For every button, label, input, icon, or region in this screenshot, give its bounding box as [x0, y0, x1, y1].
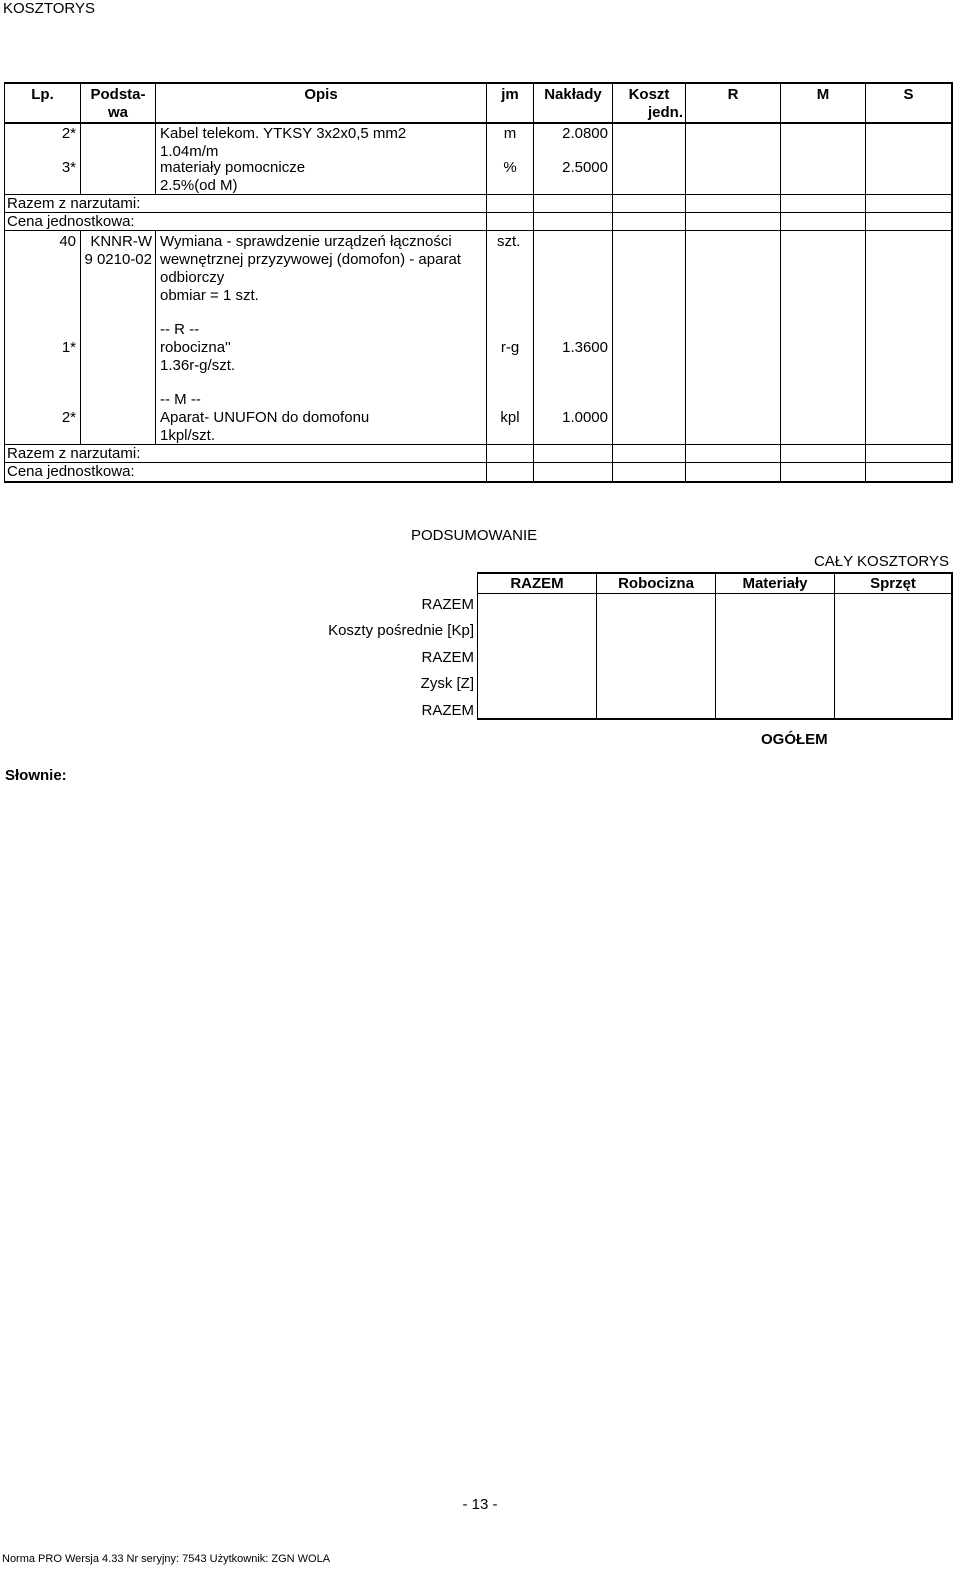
- row-naklady: 1.0000: [562, 409, 608, 426]
- row-norm: 2.5%(od M): [160, 177, 238, 194]
- position-opis-3: odbiorczy: [160, 269, 225, 286]
- summary-row-zysk: Zysk [Z]: [420, 675, 474, 692]
- row-opis: robocizna'': [160, 339, 231, 356]
- page-title: KOSZTORYS: [3, 0, 95, 17]
- position-podstawa-1: KNNR-W: [90, 233, 152, 250]
- section-r-heading: -- R --: [160, 321, 200, 338]
- row-lp: 3*: [61, 159, 76, 176]
- summary-col-sprzet: Sprzęt: [870, 575, 916, 592]
- position-lp: 40: [59, 233, 76, 250]
- row-naklady: 2.5000: [562, 159, 608, 176]
- row-opis: materiały pomocnicze: [160, 159, 306, 176]
- summary-col-materialy: Materiały: [742, 575, 808, 592]
- row-norm: 1kpl/szt.: [160, 427, 216, 444]
- row-jm: kpl: [500, 409, 520, 426]
- razem-label-2: Razem z narzutami:: [7, 445, 141, 462]
- summary-row-razem: RAZEM: [421, 649, 474, 666]
- header-r: R: [727, 86, 739, 103]
- position-podstawa-2: 9 0210-02: [84, 251, 152, 268]
- summary-scope: CAŁY KOSZTORYS: [813, 553, 949, 570]
- header-podstawa-1: Podsta-: [90, 86, 146, 103]
- header-koszt-2: jedn.: [647, 104, 683, 121]
- row-lp: 2*: [61, 409, 76, 426]
- header-naklady: Nakłady: [544, 86, 602, 103]
- header-s: S: [903, 86, 914, 103]
- summary-row-razem: RAZEM: [421, 702, 474, 719]
- row-jm: %: [503, 159, 517, 176]
- position-obmiar: obmiar = 1 szt.: [160, 287, 259, 304]
- summary-ogolem: OGÓŁEM: [761, 731, 828, 748]
- header-koszt-1: Koszt: [628, 86, 670, 103]
- row-naklady: 2.0800: [562, 125, 608, 142]
- page-number: - 13 -: [462, 1496, 498, 1513]
- position-opis-1: Wymiana - sprawdzenie urządzeń łączności: [160, 233, 452, 250]
- position-opis-2: wewnętrznej przyzywowej (domofon) - aparat: [160, 251, 461, 268]
- cena-label-2: Cena jednostkowa:: [7, 463, 135, 480]
- razem-label: Razem z narzutami:: [7, 195, 141, 212]
- position-jm: szt.: [497, 233, 521, 250]
- header-lp: Lp.: [31, 86, 54, 103]
- row-naklady: 1.3600: [562, 339, 608, 356]
- header-m: M: [816, 86, 830, 103]
- row-norm: 1.04m/m: [160, 143, 219, 160]
- row-opis: Kabel telekom. YTKSY 3x2x0,5 mm2: [160, 125, 407, 142]
- summary-row-razem: RAZEM: [421, 596, 474, 613]
- row-jm: m: [503, 125, 517, 142]
- summary-title: PODSUMOWANIE: [411, 527, 538, 544]
- summary-row-koszty-posrednie: Koszty pośrednie [Kp]: [328, 622, 474, 639]
- software-footer: Norma PRO Wersja 4.33 Nr seryjny: 7543 Użytkownik: ZGN WOLA: [2, 1553, 331, 1565]
- row-opis: Aparat- UNUFON do domofonu: [160, 409, 370, 426]
- cena-label: Cena jednostkowa:: [7, 213, 135, 230]
- section-m-heading: -- M --: [160, 391, 201, 408]
- summary-col-razem: RAZEM: [510, 575, 564, 592]
- row-lp: 2*: [61, 125, 76, 142]
- header-opis: Opis: [304, 86, 338, 103]
- row-jm: r-g: [500, 339, 520, 356]
- row-norm: 1.36r-g/szt.: [160, 357, 236, 374]
- header-jm: jm: [501, 86, 519, 103]
- slownie-label: Słownie:: [5, 767, 67, 784]
- row-lp: 1*: [61, 339, 76, 356]
- header-podstawa-2: wa: [107, 104, 128, 121]
- summary-col-robocizna: Robocizna: [618, 575, 694, 592]
